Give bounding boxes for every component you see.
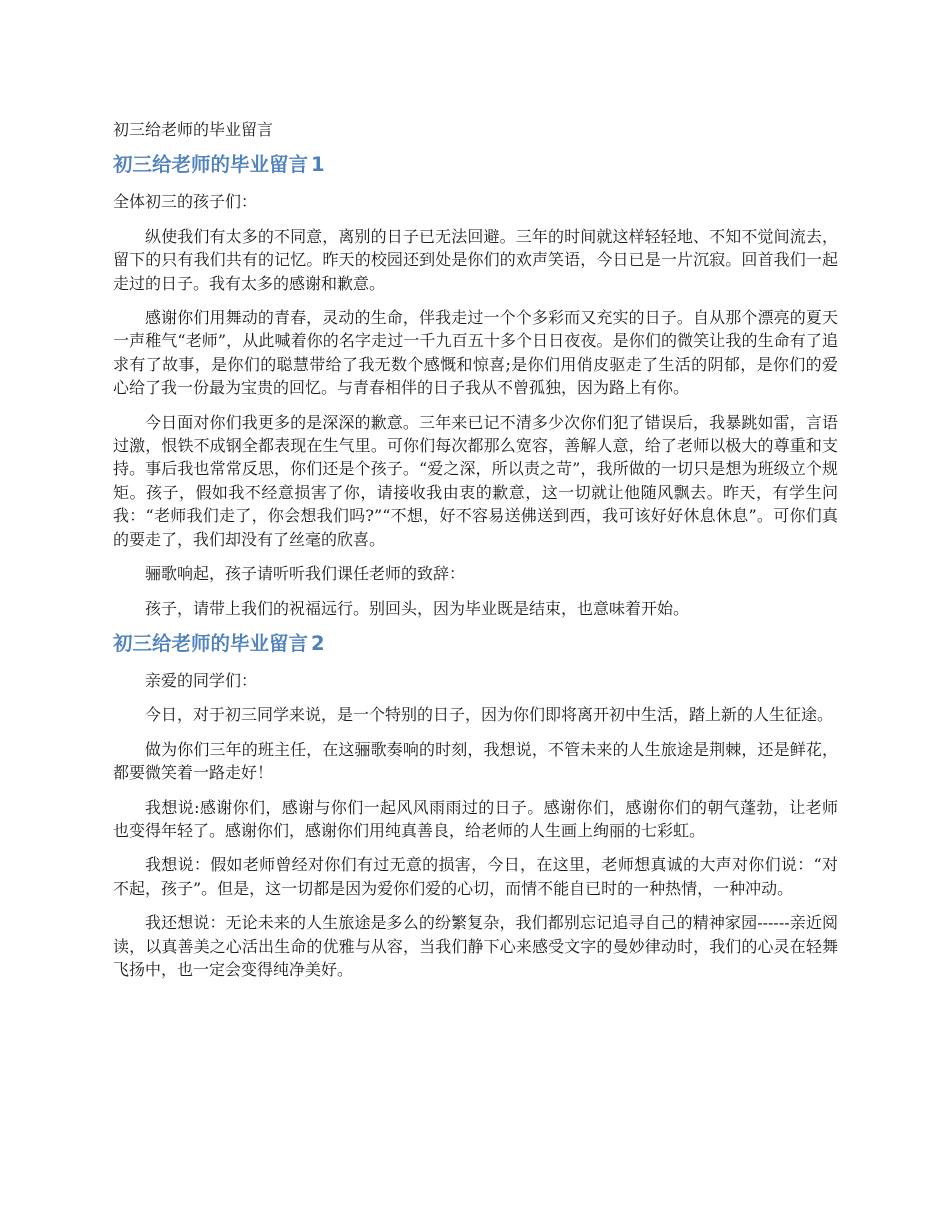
body-paragraph: 我还想说：无论未来的人生旅途是多么的纷繁复杂，我们都别忘记追寻自己的精神家园------亲近阅读，以真善美之心活出生命的优雅与从容，当我们静下心来感受文字的曼妙律动时，我们的心灵在轻舞飞扬中，也一定会变得纯净美好。: [113, 913, 838, 979]
section-heading-text: 初三给老师的毕业留言: [113, 153, 309, 177]
body-paragraph: 感谢你们用舞动的青春，灵动的生命，伴我走过一个个多彩而又充实的日子。自从那个漂亮的夏天一声稚气“老师”，从此喊着你的名字走过一千九百五十多个日日夜夜。是你们的微笑让我的生命有了追求有了故事，是你们的聪慧带给了我无数个感慨和惊喜;是你们用俏皮驱走了生活的阴郁，是你们的爱心给了我一份最为宝贵的回忆。与青春相伴的日子我从不曾孤独，因为路上有你。: [113, 308, 838, 398]
document-title: 初三给老师的毕业留言: [113, 120, 274, 139]
section-heading: [113, 631, 838, 657]
section-2: [113, 631, 838, 981]
section-heading: [113, 152, 838, 178]
salutation-paragraph: 亲爱的同学们：: [145, 670, 258, 690]
section-heading-text: 初三给老师的毕业留言: [113, 631, 309, 655]
body-paragraph: 今日面对你们我更多的是深深的歉意。三年来已记不清多少次你们犯了错误后，我暴跳如雷，言语过激，恨铁不成钢全都表现在生气里。可你们每次都那么宽容，善解人意，给了老师以极大的尊重和支持。事后我也常常反思，你们还是个孩子。“爱之深，所以责之苛”，我所做的一切只是想为班级立个规矩。孩子，假如我不经意损害了你，请接收我由衷的歉意，这一切就让他随风飘去。昨天，有学生问我：“老师我们走了，你会想我们吗?”“不想，好不容易送佛送到西，我可该好好休息休息”。可你们真的要走了，我们却没有了丝毫的欣喜。: [113, 412, 838, 549]
body-paragraph: 我想说：假如老师曾经对你们有过无意的损害，今日，在这里，老师想真诚的大声对你们说：“对不起，孩子”。但是，这一切都是因为爱你们爱的心切，而情不能自已时的一种热情，一种冲动。: [113, 855, 838, 898]
section-heading-number: 2: [311, 631, 325, 655]
body-paragraph: 今日，对于初三同学来说，是一个特别的日子，因为你们即将离开初中生活，踏上新的人生征途。: [145, 705, 834, 725]
section-heading-number: 1: [311, 153, 325, 177]
body-paragraph: 孩子，请带上我们的祝福远行。别回头，因为毕业既是结束，也意味着开始。: [145, 598, 690, 618]
body-paragraph: 我想说:感谢你们，感谢与你们一起风风雨雨过的日子。感谢你们，感谢你们的朝气蓬勃，让老师也变得年轻了。感谢你们，感谢你们用纯真善良，给老师的人生画上绚丽的七彩虹。: [113, 797, 838, 840]
document-page: [113, 118, 838, 992]
section-1: [113, 152, 838, 620]
body-paragraph: 做为你们三年的班主任，在这骊歌奏响的时刻，我想说，不管未来的人生旅途是荆棘，还是鲜花，都要微笑着一路走好！: [113, 739, 838, 783]
salutation-paragraph: 全体初三的孩子们：: [113, 192, 258, 212]
body-paragraph: 纵使我们有太多的不同意，离别的日子已无法回避。三年的时间就这样轻轻地、不知不觉间流去，留下的只有我们共有的记忆。昨天的校园还到处是你们的欢声笑语，今日已是一片沉寂。回首我们一起走过的日子。我有太多的感谢和歉意。: [113, 226, 838, 293]
body-paragraph: 骊歌响起，孩子请听听我们课任老师的致辞：: [145, 564, 466, 584]
